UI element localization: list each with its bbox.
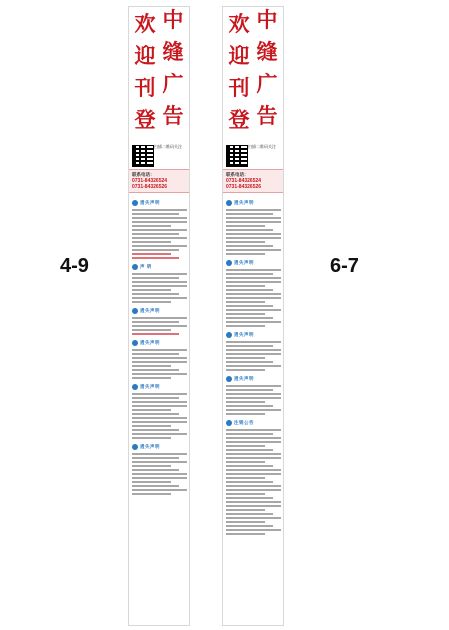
section-header [226,375,281,383]
title-char: 刊 [134,75,156,100]
section-title: 遗失声明 [140,340,160,345]
title-char: 告 [256,103,278,128]
page-label-right: 6-7 [330,255,359,277]
section-icon [132,340,138,346]
ad-title-column-b [255,7,279,135]
notice-column [226,195,281,535]
title-char: 迎 [228,43,250,68]
qr-code-icon [226,145,248,167]
phone-2: 0731-84326526 [226,184,262,190]
contact-label: 联系电话： [226,172,249,177]
section-header [132,339,187,347]
phone-1: 0731-84326524 [226,178,262,184]
section-title: 遗失声明 [140,308,160,313]
title-char: 登 [134,107,156,132]
contact-box [129,169,189,193]
section-icon [132,200,138,206]
section-title: 遗失声明 [140,384,160,389]
title-char: 欢 [134,11,156,36]
title-char: 刊 [228,75,250,100]
section-icon [132,264,138,270]
qr-caption: 扫描二维码关注 [248,144,276,149]
section-header [132,383,187,391]
contact-label: 联系电话： [132,172,155,177]
ad-banner [223,7,283,147]
title-char: 登 [228,107,250,132]
qr-caption: 扫描二维码关注 [154,144,182,149]
section-title: 遗失声明 [234,376,254,381]
phone-2: 0731-84326526 [132,184,168,190]
title-char: 广 [162,71,184,96]
title-char: 告 [162,103,184,128]
section-icon [132,384,138,390]
title-char: 缝 [162,39,184,64]
title-char: 缝 [256,39,278,64]
ad-strip-right [222,6,284,626]
section-header [132,307,187,315]
title-char: 欢 [228,11,250,36]
section-header [226,419,281,427]
ad-title-column-a [227,11,251,139]
section-title: 遗失声明 [234,200,254,205]
section-header [226,331,281,339]
title-char: 中 [162,7,184,32]
section-title: 声 明 [140,264,152,269]
title-char: 迎 [134,43,156,68]
section-title: 遗失声明 [234,332,254,337]
section-icon [226,260,232,266]
ad-banner [129,7,189,147]
notice-column [132,195,187,495]
phone-1: 0731-84326524 [132,178,168,184]
ad-title-column-a [133,11,157,139]
section-icon [132,444,138,450]
section-icon [226,376,232,382]
section-title: 遗失声明 [234,260,254,265]
section-header [226,199,281,207]
section-icon [226,200,232,206]
ad-title-column-b [161,7,185,135]
section-header [132,199,187,207]
qr-code-icon [132,145,154,167]
section-header [226,259,281,267]
page-label-left: 4-9 [60,255,89,277]
section-title: 注销公告 [234,420,254,425]
title-char: 中 [256,7,278,32]
section-title: 遗失声明 [140,444,160,449]
section-icon [226,420,232,426]
section-title: 遗失声明 [140,200,160,205]
section-icon [132,308,138,314]
section-icon [226,332,232,338]
section-header [132,263,187,271]
ad-strip-left [128,6,190,626]
contact-box [223,169,283,193]
section-header [132,443,187,451]
title-char: 广 [256,71,278,96]
